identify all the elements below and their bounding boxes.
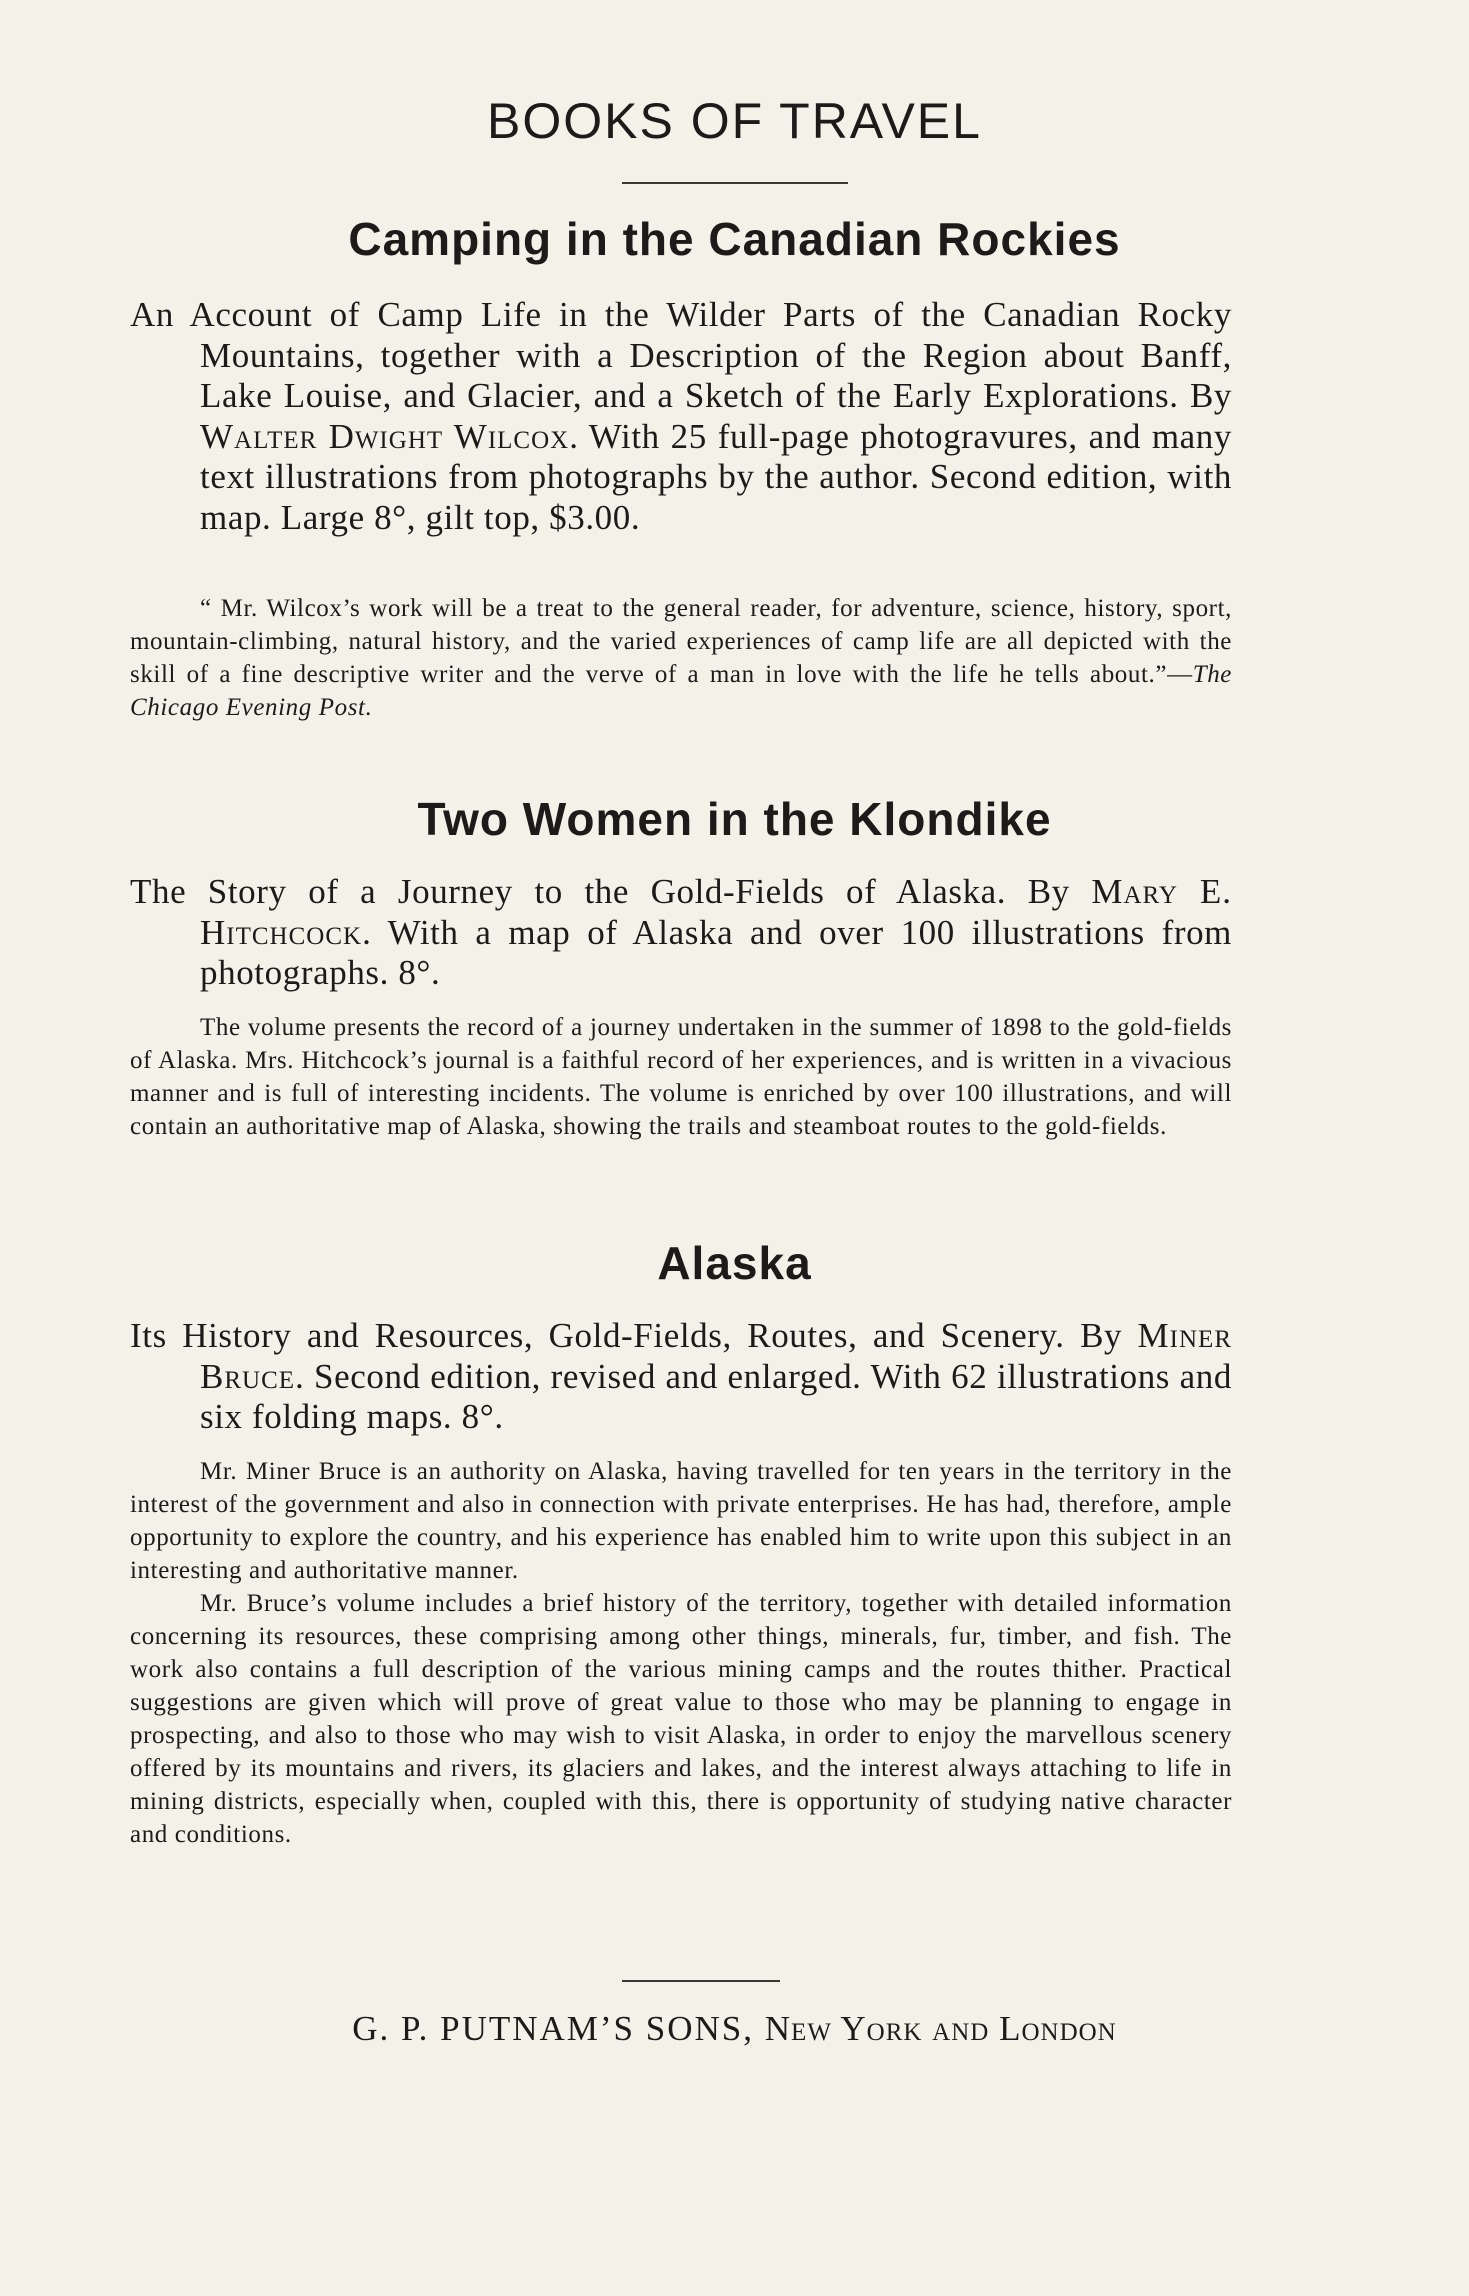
review-paragraph: Mr. Bruce’s volume includes a brief history of the territory, together with detailed information concerning its resources, these comprising among other things, minerals, fur, timber, and fish. The work also contains a full description of the various mining camps and the routes thither. Practical suggestions are given which will prove of great value to those who may be planning to engage in prospecting, and also to those who may wish to visit Alaska, in order to enjoy the marvellous scenery offered by its mountains and rivers, its glaciers and lakes, and the interest always attaching to life in mining districts, especially when, coupled with this, there is opportunity of studying native character and conditions. xyxy=(130,1590,1232,1848)
book-review-klondike: The volume presents the record of a journey undertaken in the summer of 1898 to the gold-fields of Alaska. Mrs. Hitchcock’s journal is a faithful record of her experiences, and is written in a vivacious manner and is full of interesting incidents. The volume is enriched by over 100 illustrations, and will contain an authoritative map of Alaska, showing the trails and steamboat routes to the gold-fields. xyxy=(130,1014,1232,1140)
footer-rule xyxy=(622,1980,780,1982)
book-title-klondike: Two Women in the Klondike xyxy=(417,793,1052,845)
review-paragraph: Mr. Miner Bruce is an authority on Alaska, having travelled for ten years in the territory in the interest of the government and also in connection with private enterprises. He has had, therefore, ample opportunity to explore the country, and his experience has enabled him to write upon this subject in an interesting and authoritative manner. xyxy=(130,1458,1232,1584)
book-review-alaska xyxy=(130,1455,1232,1851)
header-rule xyxy=(622,182,848,184)
book-review-camping: “ Mr. Wilcox’s work will be a treat to the general reader, for adventure, science, history, sport, mountain-climbing, natural history, and the varied experiences of camp life are all depicted with the skill of a fine descriptive writer and the verve of a man in love with the life he tells about.”—The Chicago Evening Post. xyxy=(130,595,1232,721)
review-source: The Chicago Evening Post. xyxy=(130,661,1232,721)
book-description-camping: An Account of Camp Life in the Wilder Parts of the Canadian Rocky Mountains, together with a Description of the Region about Banff, Lake Louise, and Glacier, and a Sketch of the Early Explorations. By Walter Dwight Wilcox. With 25 full-page photogravures, and many text illustrations from photographs by the author. Second edition, with map. Large 8°, gilt top, $3.00. xyxy=(130,295,1232,537)
page-header: BOOKS OF TRAVEL xyxy=(487,93,982,149)
book-description-alaska: Its History and Resources, Gold-Fields, Routes, and Scenery. By Miner Bruce. Second edition, revised and enlarged. With 62 illustrations and six folding maps. 8°. xyxy=(130,1316,1232,1436)
book-title-camping: Camping in the Canadian Rockies xyxy=(348,213,1121,265)
author-name: Walter Dwight Wilcox xyxy=(200,416,570,456)
author-name: Miner Bruce xyxy=(200,1316,1232,1396)
book-description-klondike: The Story of a Journey to the Gold-Fields of Alaska. By Mary E. Hitchcock. With a map of Alaska and over 100 illustrations from photographs. 8°. xyxy=(130,872,1233,992)
publisher-imprint: G. P. PUTNAM’S SONS, New York and London xyxy=(352,2009,1117,2048)
author-name: Mary E. Hitchcock xyxy=(200,872,1233,952)
book-title-alaska: Alaska xyxy=(657,1237,812,1289)
